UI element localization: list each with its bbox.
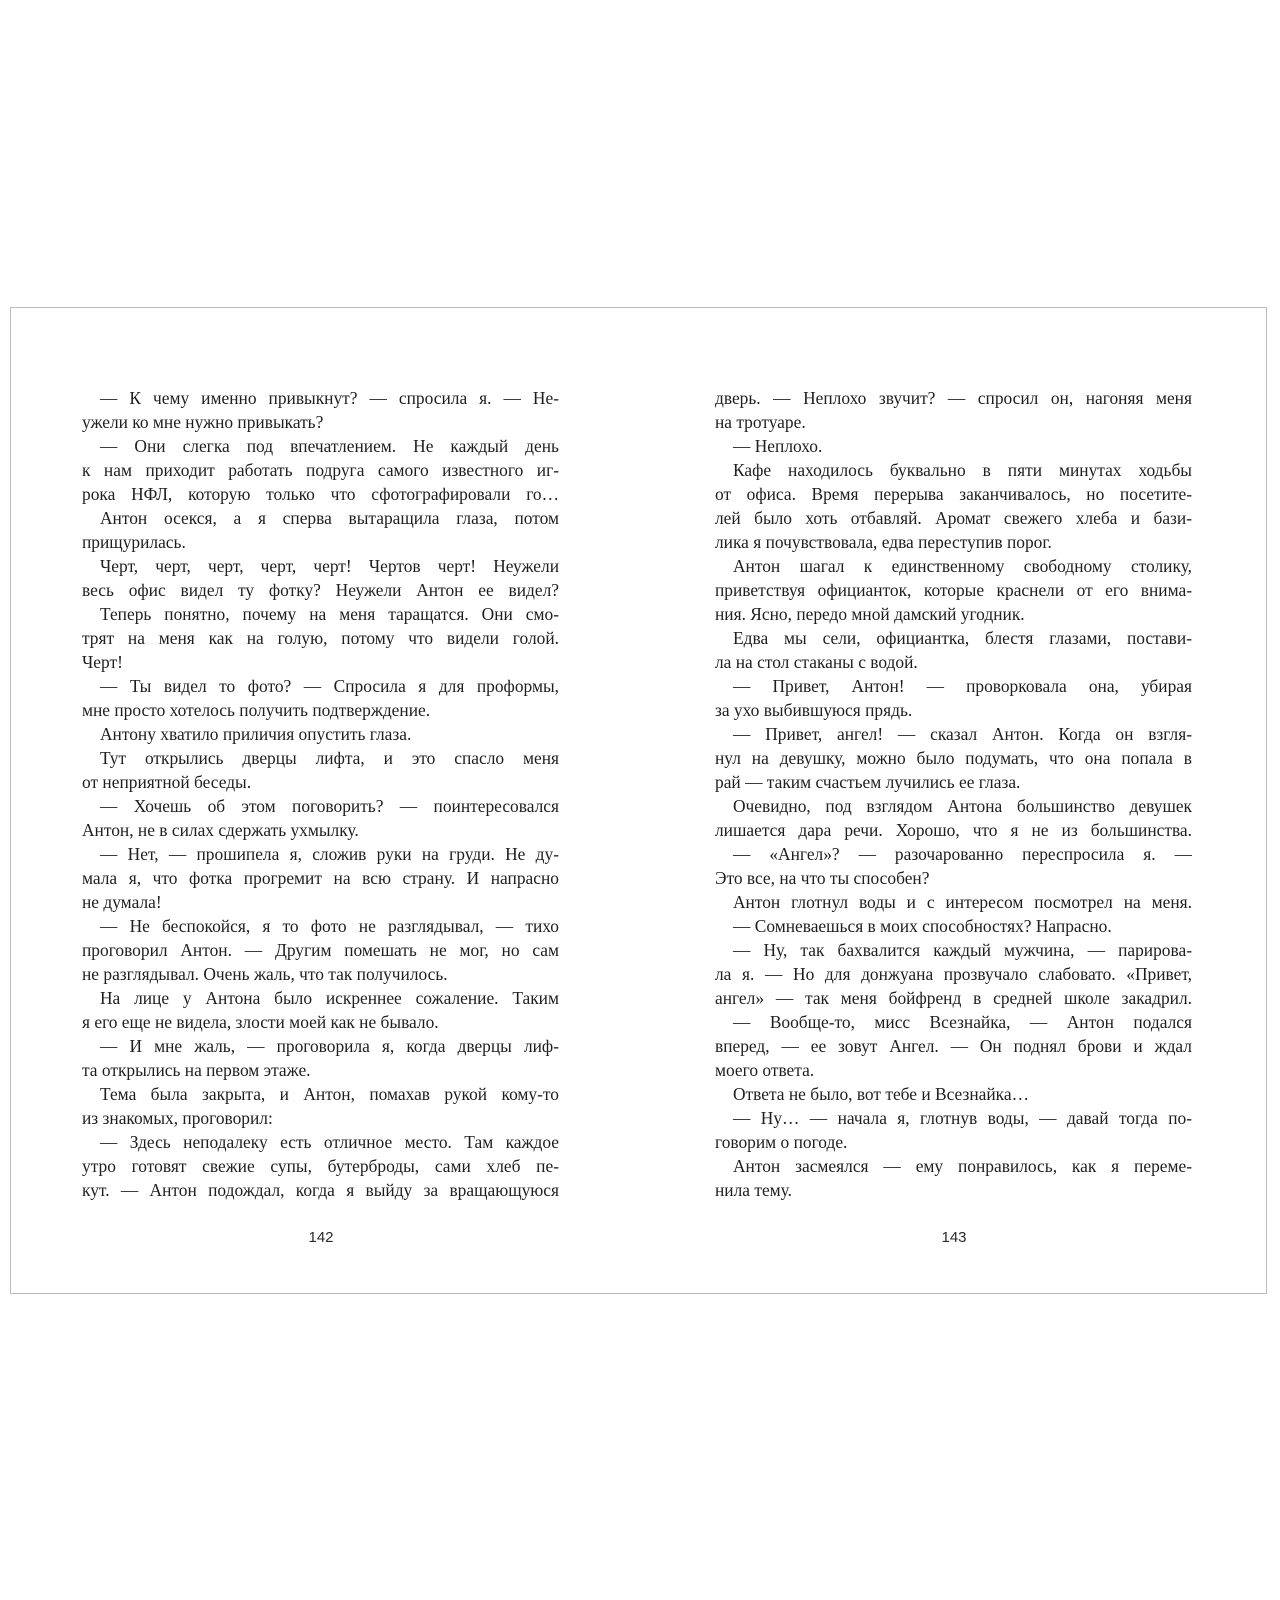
text-line: — Сомневаешься в моих способностях? Напрасно.	[733, 916, 1112, 936]
text-line: от офиса. Время перерыва заканчивалось, но посетите-	[715, 484, 1192, 504]
text-line: — Ну, так бахвалится каждый мужчина, — парирова-	[733, 940, 1192, 960]
text-line: на тротуаре.	[715, 412, 806, 432]
right-page-text	[715, 386, 1192, 1202]
text-line: Ответа не было, вот тебе и Всезнайка…	[733, 1084, 1029, 1104]
text-line: ужели ко мне нужно привыкать?	[82, 412, 324, 432]
text-line: рока НФЛ, которую только что сфотографировали го…	[82, 484, 559, 504]
text-line: вперед, — ее зовут Ангел. — Он поднял брови и ждал	[715, 1036, 1192, 1056]
text-line: нул на девушку, можно было подумать, что она попала в	[715, 748, 1192, 768]
text-line: На лице у Антона было искреннее сожаление. Таким	[100, 988, 559, 1008]
text-line: Теперь понятно, почему на меня таращатся. Они смо-	[100, 604, 559, 624]
text-line: Тут открылись дверцы лифта, и это спасло меня	[100, 748, 559, 768]
text-line: — Ну… — начала я, глотнув воды, — давай тогда по-	[733, 1108, 1192, 1128]
text-line: — Нет, — прошипела я, сложив руки на груди. Не ду-	[100, 844, 559, 864]
text-line: — «Ангел»? — разочарованно переспросила я. —	[733, 844, 1192, 864]
text-line: я его еще не видела, злости моей как не бывало.	[82, 1012, 439, 1032]
text-line: ла на стол стаканы с водой.	[715, 652, 918, 672]
text-line: весь офис видел ту фотку? Неужели Антон ее видел?	[82, 580, 559, 600]
text-line: — Неплохо.	[733, 436, 823, 456]
text-line: Антон осекся, а я сперва вытаращила глаза, потом	[100, 508, 559, 528]
text-line: — И мне жаль, — проговорила я, когда дверцы лиф-	[100, 1036, 559, 1056]
text-line: Антон, не в силах сдержать ухмылку.	[82, 820, 359, 840]
left-page-text	[82, 386, 559, 1202]
text-line: Антону хватило приличия опустить глаза.	[100, 724, 412, 744]
text-line: проговорил Антон. — Другим помешать не мог, но сам	[82, 940, 559, 960]
text-line: — К чему именно привыкнут? — спросила я. — Не-	[100, 388, 559, 408]
text-line: ния. Ясно, передо мной дамский угодник.	[715, 604, 1025, 624]
text-line: мне просто хотелось получить подтверждение.	[82, 700, 431, 720]
text-line: утро готовят свежие супы, бутерброды, сами хлеб пе-	[82, 1156, 559, 1176]
text-line: рай — таким счастьем лучились ее глаза.	[715, 772, 1021, 792]
text-line: та открылись на первом этаже.	[82, 1060, 311, 1080]
text-line: лишается дара речи. Хорошо, что я не из большинства.	[715, 820, 1192, 840]
text-line: — Они слегка под впечатлением. Не каждый день	[100, 436, 559, 456]
text-line: из знакомых, проговорил:	[82, 1108, 273, 1128]
text-line: приветствуя официанток, которые краснели от его внима-	[715, 580, 1192, 600]
text-line: к нам приходит работать подруга самого известного иг-	[82, 460, 559, 480]
text-line: Антон засмеялся — ему понравилось, как я переме-	[733, 1156, 1192, 1176]
text-line: не разглядывал. Очень жаль, что так получилось.	[82, 964, 448, 984]
text-line: лей было хоть отбавляй. Аромат свежего хлеба и бази-	[715, 508, 1192, 528]
text-line: Черт, черт, черт, черт, черт! Чертов черт! Неужели	[100, 556, 559, 576]
text-line: кут. — Антон подождал, когда я выйду за вращающуюся	[82, 1180, 559, 1200]
text-line: ангел» — так меня бойфренд в средней школе закадрил.	[715, 988, 1192, 1008]
text-line: — Вообще-то, мисс Всезнайка, — Антон подался	[733, 1012, 1192, 1032]
text-line: Это все, на что ты способен?	[715, 868, 930, 888]
text-line: дверь. — Неплохо звучит? — спросил он, нагоняя меня	[715, 388, 1192, 408]
page-number-right: 143	[941, 1229, 967, 1246]
text-line: нила тему.	[715, 1180, 792, 1200]
page-number-left: 142	[308, 1229, 334, 1246]
text-line: Тема была закрыта, и Антон, помахав рукой кому-то	[100, 1084, 559, 1104]
text-line: прищурилась.	[82, 532, 186, 552]
text-line: — Привет, Антон! — проворковала она, убирая	[733, 676, 1192, 696]
book-spread	[10, 307, 1267, 1294]
text-line: Антон шагал к единственному свободному столику,	[733, 556, 1192, 576]
text-line: лика я почувствовала, едва переступив порог.	[715, 532, 1052, 552]
text-line: от неприятной беседы.	[82, 772, 252, 792]
text-line: — Здесь неподалеку есть отличное место. Там каждое	[100, 1132, 559, 1152]
text-line: Кафе находилось буквально в пяти минутах ходьбы	[733, 460, 1192, 480]
text-line: Очевидно, под взглядом Антона большинство девушек	[733, 796, 1192, 816]
text-line: — Ты видел то фото? — Спросила я для проформы,	[100, 676, 559, 696]
text-line: Едва мы сели, официантка, блестя глазами, постави-	[733, 628, 1192, 648]
text-line: Антон глотнул воды и с интересом посмотрел на меня.	[733, 892, 1192, 912]
text-line: мала я, что фотка прогремит на всю страну. И напрасно	[82, 868, 559, 888]
text-line: трят на меня как на голую, потому что видели голой.	[82, 628, 559, 648]
text-line: ла я. — Но для донжуана прозвучало слабовато. «Привет,	[715, 964, 1192, 984]
text-line: — Привет, ангел! — сказал Антон. Когда он взгля-	[733, 724, 1192, 744]
text-line: говорим о погоде.	[715, 1132, 848, 1152]
text-line: не думала!	[82, 892, 162, 912]
text-line: — Хочешь об этом поговорить? — поинтересовался	[100, 796, 559, 816]
text-line: моего ответа.	[715, 1060, 815, 1080]
text-line: за ухо выбившуюся прядь.	[715, 700, 913, 720]
text-line: Черт!	[82, 652, 123, 672]
text-line: — Не беспокойся, я то фото не разглядывал, — тихо	[100, 916, 559, 936]
